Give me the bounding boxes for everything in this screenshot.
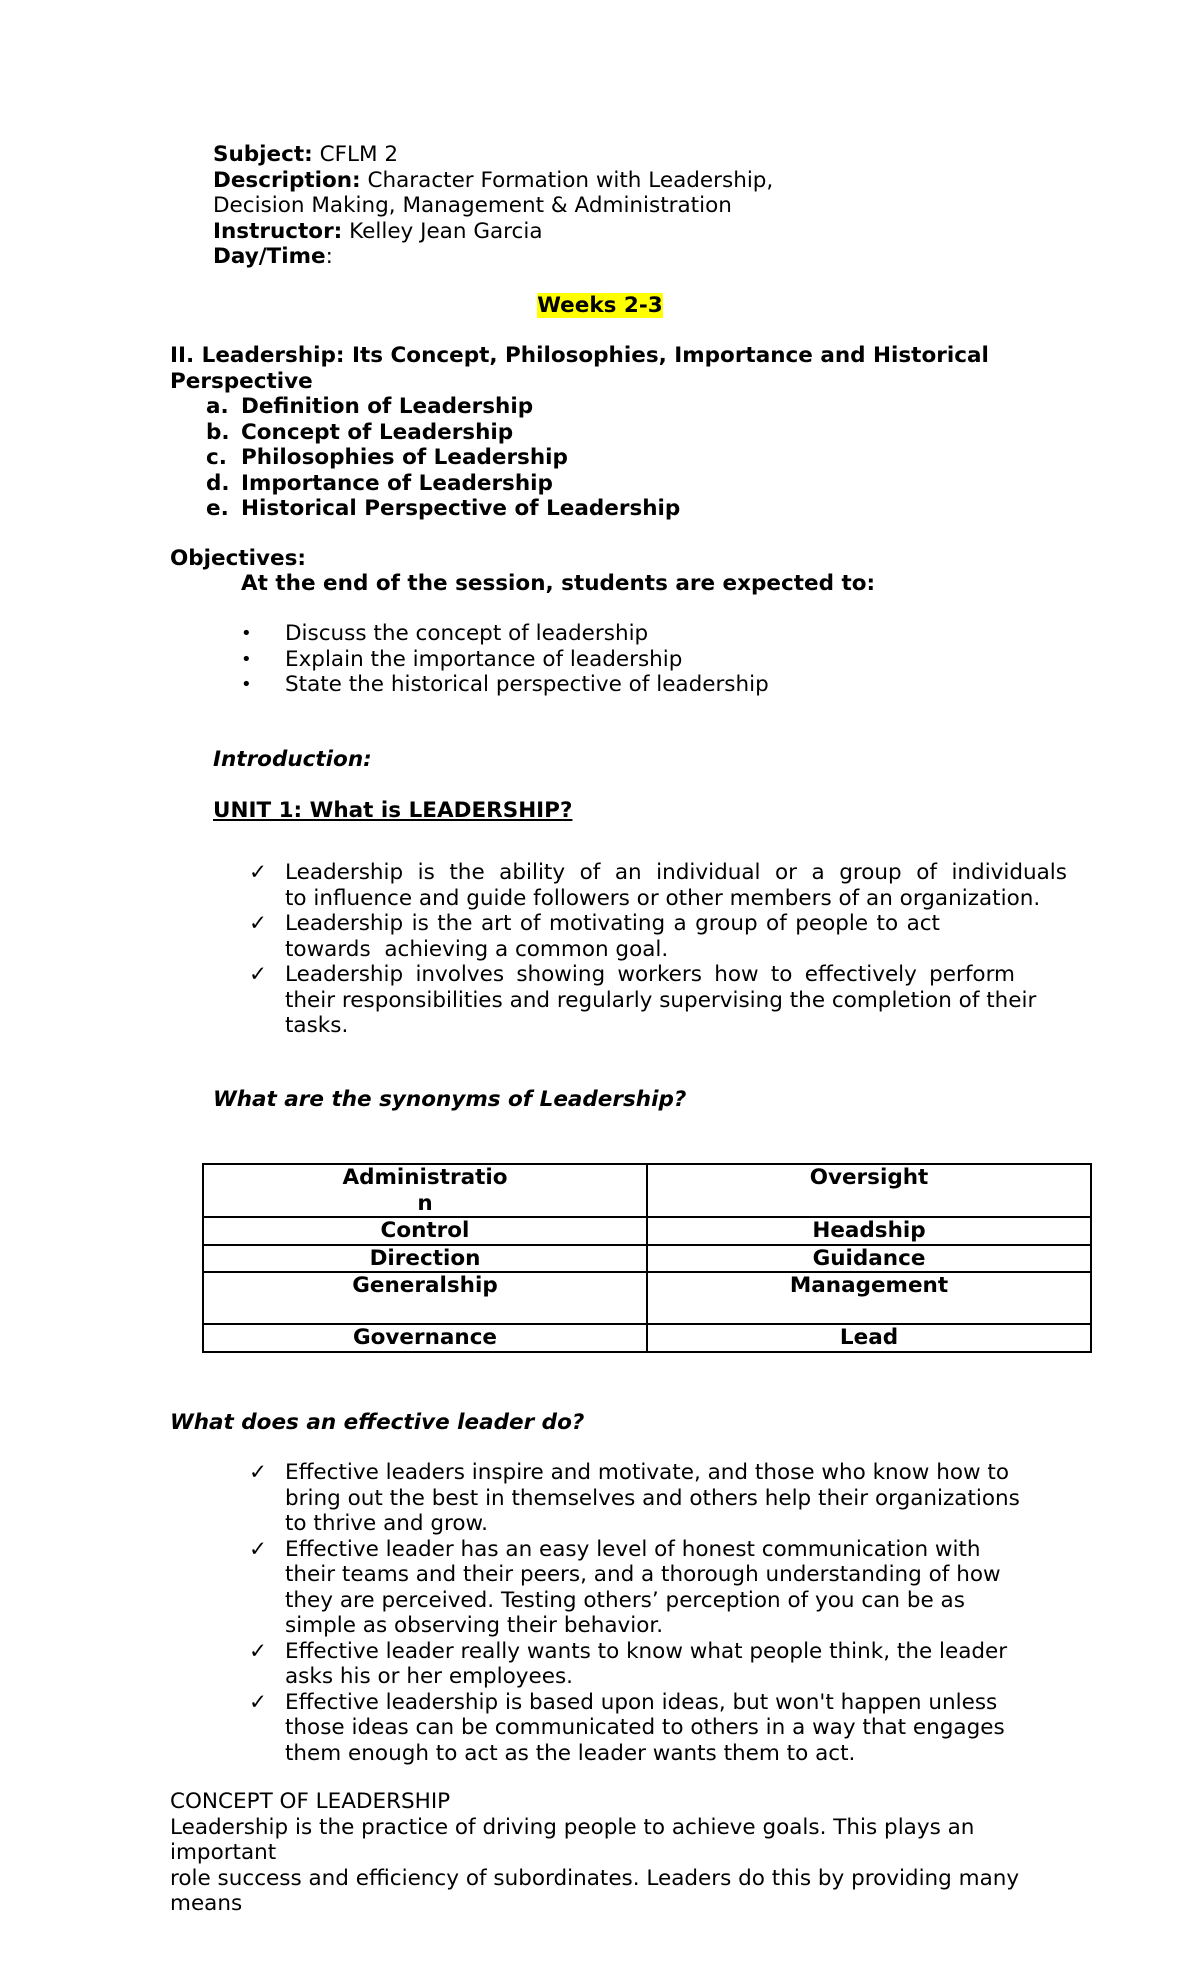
- concept-line: Leadership is the practice of driving people to achieve goals. This plays an: [170, 1814, 975, 1840]
- concept-line: important: [170, 1840, 277, 1865]
- list-item: [206, 394, 680, 420]
- list-letter: e.: [206, 496, 229, 521]
- check-icon: ✓: [249, 1460, 268, 1485]
- table-row: [203, 1217, 1091, 1245]
- topic-list: [206, 394, 680, 522]
- table-row: [203, 1324, 1091, 1352]
- point-line: they are perceived. Testing others’ perception of you can be as: [285, 1587, 965, 1613]
- table-cell: [647, 1217, 1091, 1245]
- list-item: [249, 1537, 1067, 1639]
- course-header: [213, 142, 1093, 270]
- list-item: [249, 1639, 1067, 1690]
- list-item: [206, 471, 680, 497]
- synonyms-table: [202, 1163, 1092, 1353]
- point-line: their teams and their peers, and a thorough understanding of how: [285, 1562, 1001, 1587]
- concept-heading: CONCEPT OF LEADERSHIP: [170, 1789, 451, 1814]
- instructor-label: Instructor:: [213, 218, 343, 244]
- table-cell: [647, 1164, 1091, 1217]
- point-line: Effective leaders inspire and motivate, and those who know how to: [285, 1460, 1010, 1485]
- cell-text: Management: [789, 1273, 949, 1298]
- unit-title: UNIT 1: What is LEADERSHIP?: [213, 798, 573, 823]
- objective-text: State the historical perspective of leadership: [285, 672, 769, 697]
- list-item: [206, 445, 680, 471]
- check-icon: ✓: [249, 1689, 268, 1715]
- effective-leader-question: What does an effective leader do?: [170, 1410, 585, 1435]
- bullet-icon: •: [241, 674, 252, 695]
- list-letter: c.: [206, 445, 227, 470]
- point-line: Leadership is the ability of an individual or a group of individuals: [285, 860, 1067, 885]
- description-label: Description:: [213, 167, 361, 193]
- point-line: Leadership is the art of motivating a group of people to act: [285, 911, 940, 936]
- point-line: bring out the best in themselves and others help their organizations: [285, 1485, 1020, 1511]
- point-line: to influence and guide followers or other members of an organization.: [285, 885, 1041, 911]
- list-item: [206, 496, 680, 522]
- concept-line: means: [170, 1891, 243, 1916]
- list-item: [206, 420, 680, 446]
- cell-text: Guidance: [812, 1245, 926, 1271]
- subject-value: CFLM 2: [312, 142, 399, 167]
- table-cell: [203, 1272, 647, 1324]
- list-text: Concept of Leadership: [241, 419, 514, 445]
- subject-label: Subject:: [213, 142, 313, 167]
- bullet-icon: •: [241, 623, 252, 644]
- check-icon: ✓: [249, 911, 268, 936]
- introduction-label: Introduction:: [213, 747, 372, 772]
- cell-text: Administration: [342, 1165, 508, 1216]
- list-text: Importance of Leadership: [241, 470, 553, 496]
- list-letter: b.: [206, 419, 230, 445]
- topic-title: II. Leadership: Its Concept, Philosophies, Importance and Historical Perspective: [170, 343, 989, 394]
- list-item: [249, 1690, 1067, 1767]
- leadership-definition-list: [249, 860, 1067, 1039]
- point-line: towards achieving a common goal.: [285, 936, 669, 962]
- list-item: [249, 911, 1067, 962]
- objectives-list: [241, 621, 769, 698]
- point-line: asks his or her employees.: [285, 1664, 574, 1689]
- table-cell: [647, 1272, 1091, 1324]
- table-row: [203, 1272, 1091, 1324]
- table-cell: [647, 1245, 1091, 1273]
- list-item: [249, 1460, 1067, 1537]
- objective-text: Explain the importance of leadership: [285, 646, 683, 672]
- table-cell: [203, 1245, 647, 1273]
- cell-text: Control: [380, 1218, 470, 1243]
- table-cell: [203, 1217, 647, 1245]
- daytime-colon: :: [325, 244, 333, 269]
- weeks-heading: Weeks 2-3: [537, 293, 663, 318]
- cell-text: Generalship: [352, 1273, 498, 1298]
- list-item: [249, 860, 1067, 911]
- point-line: to thrive and grow.: [285, 1511, 488, 1536]
- objectives-intro: At the end of the session, students are expected to:: [241, 571, 876, 596]
- objectives-label: Objectives:: [170, 546, 307, 571]
- list-item: [241, 672, 769, 698]
- list-letter: a.: [206, 394, 229, 419]
- check-icon: ✓: [249, 962, 268, 987]
- table-cell: [203, 1324, 647, 1352]
- table-cell: [647, 1324, 1091, 1352]
- list-text: Historical Perspective of Leadership: [241, 496, 681, 521]
- description-value: Character Formation with Leadership, Decision Making, Management & Administration: [213, 167, 774, 218]
- list-text: Definition of Leadership: [241, 394, 534, 419]
- point-line: Leadership involves showing workers how to effectively perform: [285, 962, 1015, 987]
- list-letter: d.: [206, 470, 230, 496]
- point-line: simple as observing their behavior.: [285, 1613, 664, 1638]
- table-cell: [203, 1164, 647, 1217]
- list-item: [241, 647, 769, 673]
- weeks-heading-container: [0, 293, 1200, 319]
- list-item: [249, 962, 1067, 1039]
- point-line: them enough to act as the leader wants them to act.: [285, 1740, 856, 1766]
- concept-section: [170, 1789, 1050, 1917]
- point-line: Effective leadership is based upon ideas, but won't happen unless: [285, 1689, 998, 1715]
- instructor-value: Kelley Jean Garcia: [342, 218, 543, 244]
- concept-line: role success and efficiency of subordinates. Leaders do this by providing many: [170, 1865, 1020, 1891]
- cell-text: Direction: [369, 1245, 481, 1271]
- bullet-icon: •: [241, 648, 252, 670]
- check-icon: ✓: [249, 1638, 268, 1664]
- list-text: Philosophies of Leadership: [241, 445, 568, 470]
- synonyms-question: What are the synonyms of Leadership?: [213, 1087, 687, 1112]
- cell-text: Governance: [352, 1325, 498, 1350]
- check-icon: ✓: [249, 1536, 268, 1562]
- point-line: Effective leader has an easy level of honest communication with: [285, 1536, 981, 1562]
- point-line: tasks.: [285, 1013, 349, 1038]
- effective-leader-list: [249, 1460, 1067, 1766]
- point-line: Effective leader really wants to know what people think, the leader: [285, 1638, 1008, 1664]
- objective-text: Discuss the concept of leadership: [285, 621, 649, 646]
- daytime-label: Day/Time: [213, 244, 326, 269]
- list-item: [241, 621, 769, 647]
- cell-text: Lead: [839, 1325, 899, 1350]
- point-line: those ideas can be communicated to others in a way that engages: [285, 1715, 1005, 1740]
- table-row: [203, 1245, 1091, 1273]
- point-line: their responsibilities and regularly supervising the completion of their: [285, 987, 1037, 1013]
- check-icon: ✓: [249, 860, 268, 885]
- cell-text: Headship: [812, 1218, 926, 1243]
- cell-text: Oversight: [809, 1165, 929, 1190]
- table-row: [203, 1164, 1091, 1217]
